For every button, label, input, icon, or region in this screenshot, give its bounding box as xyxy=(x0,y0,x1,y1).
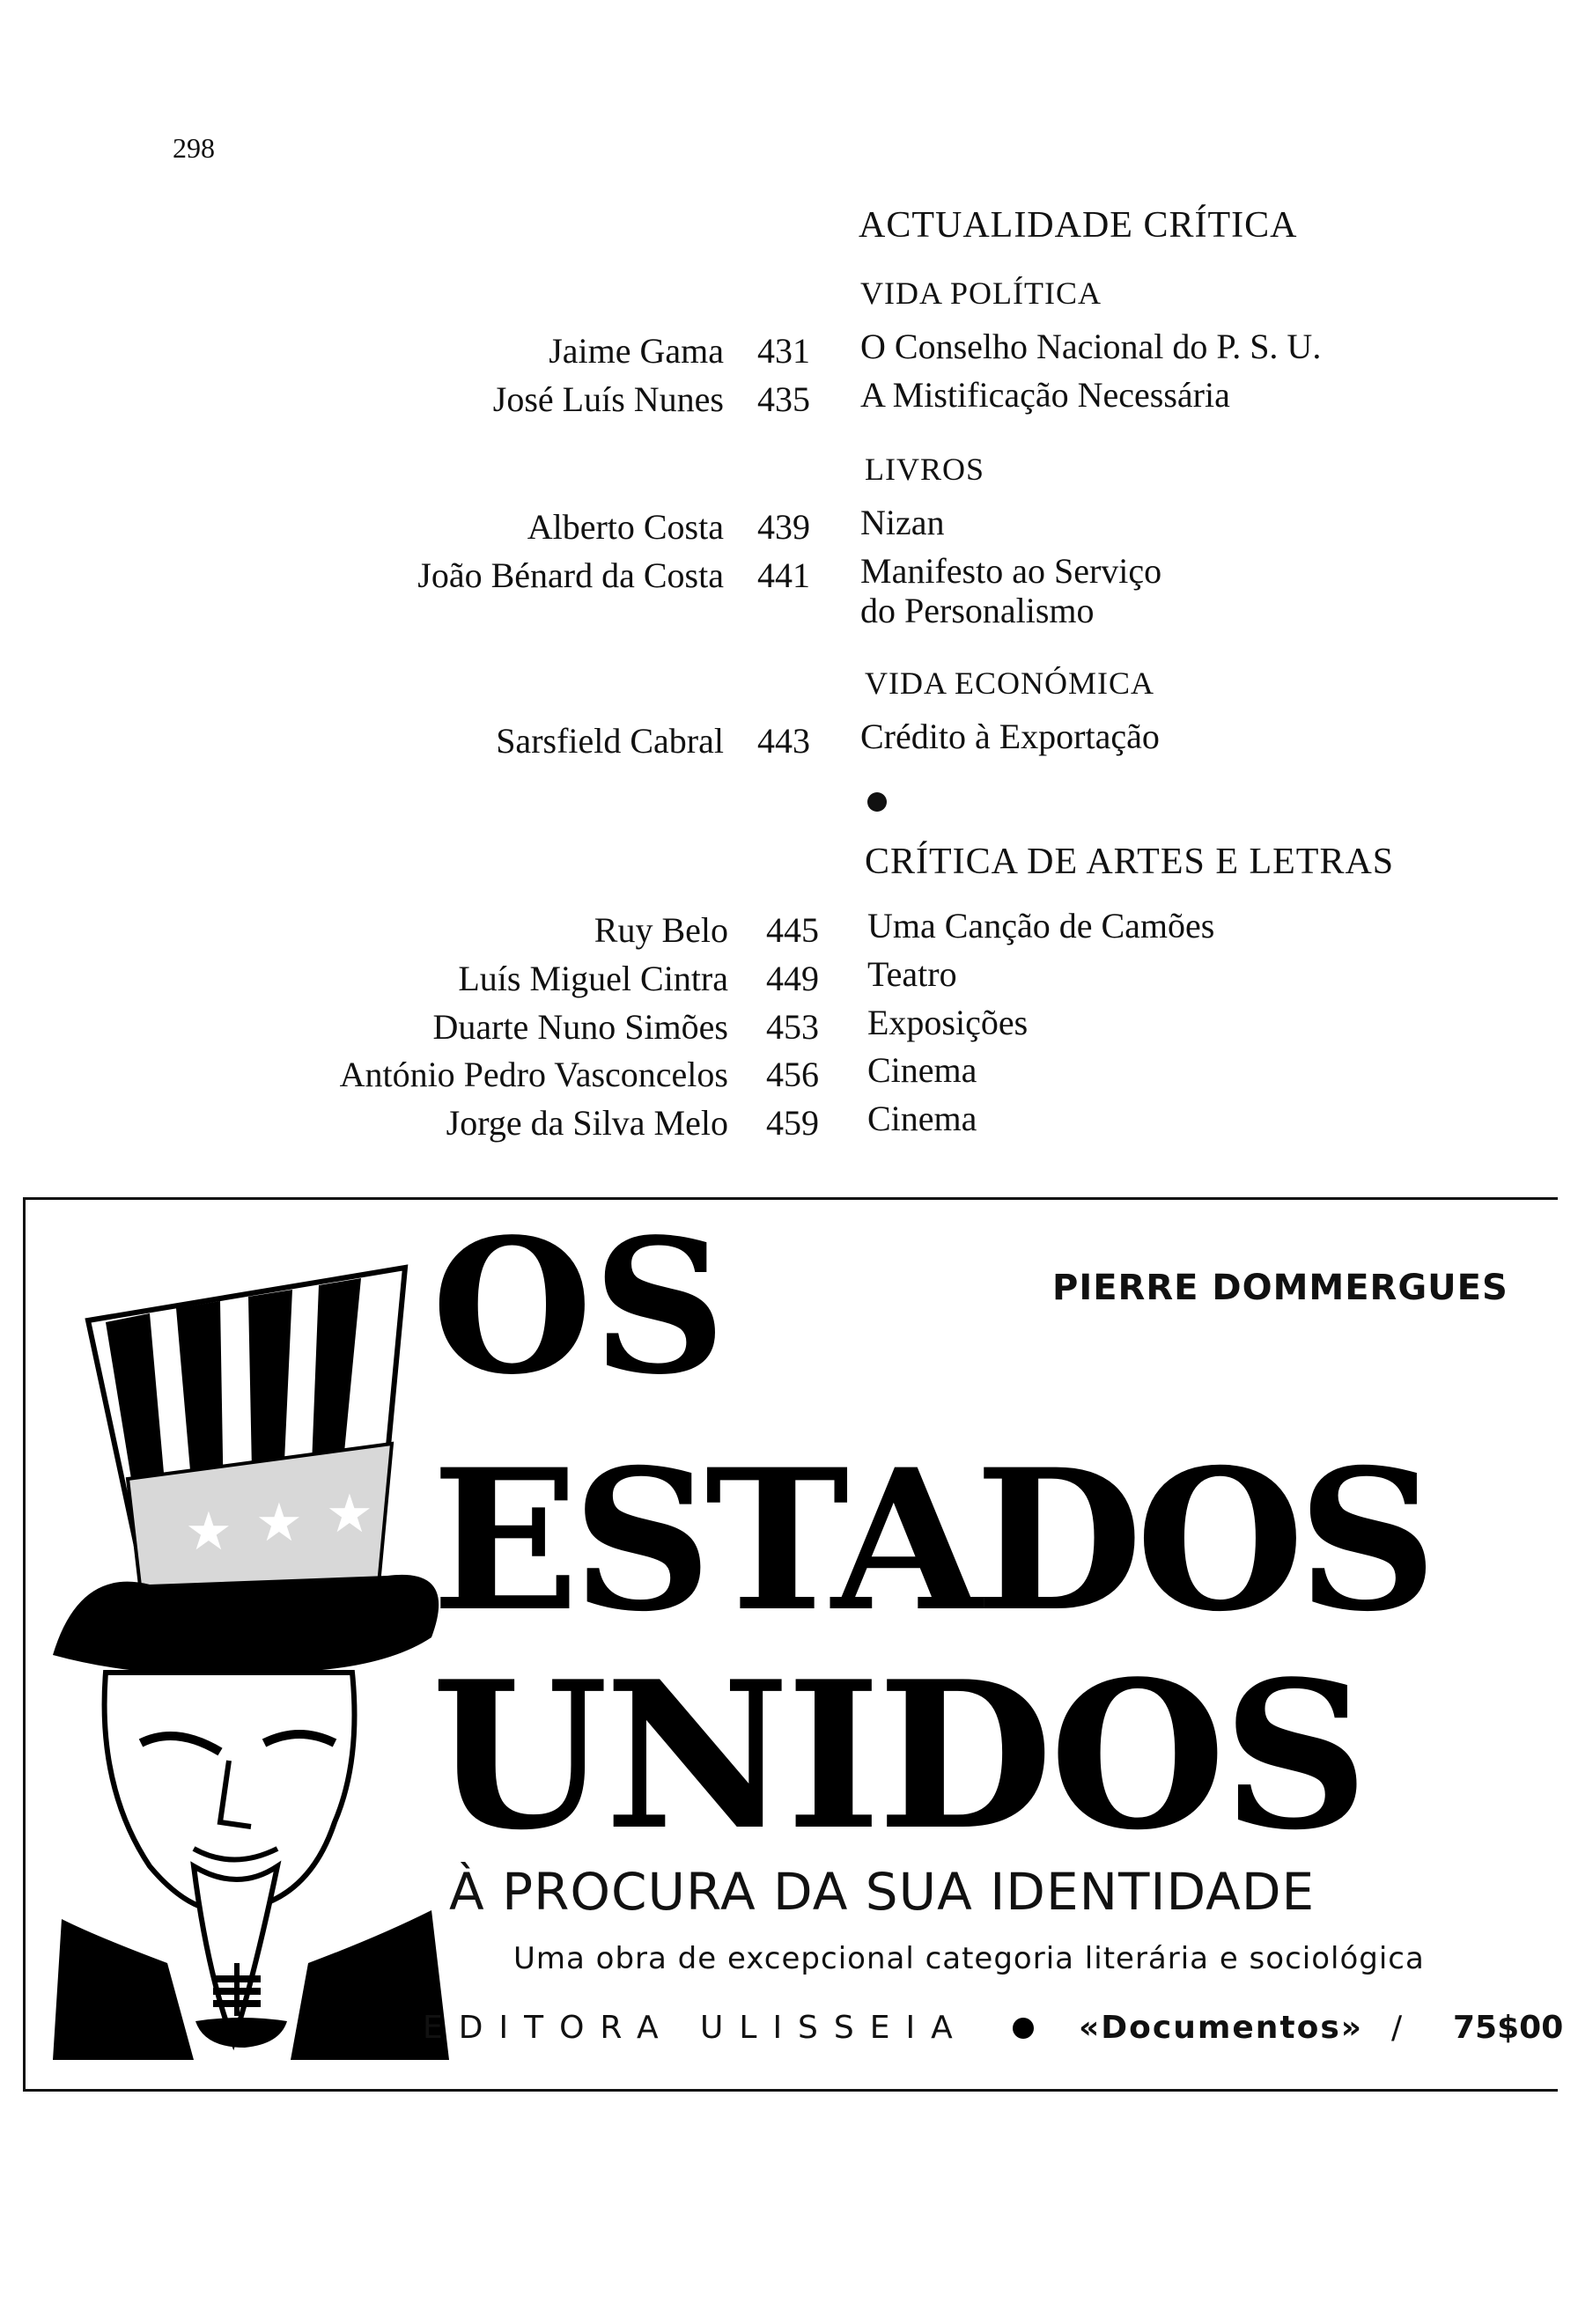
toc-page: 443 xyxy=(757,721,810,761)
toc-title: A Mistificação Necessária xyxy=(860,375,1230,415)
section-heading: VIDA POLÍTICA xyxy=(860,276,1102,311)
toc-page: 449 xyxy=(766,959,819,998)
ad-bullet xyxy=(1013,2018,1034,2039)
toc-author: Duarte Nuno Simões xyxy=(432,1007,728,1047)
ad-description: Uma obra de excepcional categoria literária e sociológica xyxy=(513,1941,1425,1976)
toc-title: Teatro xyxy=(867,954,957,994)
section-heading: CRÍTICA DE ARTES E LETRAS xyxy=(865,842,1395,882)
toc-author: João Bénard da Costa xyxy=(417,555,724,595)
toc-page: 431 xyxy=(757,331,810,371)
toc-page: 453 xyxy=(766,1007,819,1047)
ad-series: «Documentos» xyxy=(1079,2010,1364,2046)
ad-title-estados: ESTADOS xyxy=(431,1426,1431,1654)
toc-page: 445 xyxy=(766,910,819,950)
toc-title: O Conselho Nacional do P. S. U. xyxy=(860,327,1322,366)
ad-slash: / xyxy=(1391,2010,1403,2046)
toc-title: Cinema xyxy=(867,1050,977,1090)
toc-page: 441 xyxy=(757,555,810,595)
toc-title-continuation: do Personalismo xyxy=(860,591,1095,630)
ad-title-unidos: UNIDOS xyxy=(431,1637,1366,1875)
svg-text:★: ★ xyxy=(185,1501,232,1563)
svg-text:★: ★ xyxy=(326,1483,373,1545)
toc-author: Jaime Gama xyxy=(549,331,724,371)
ad-title-os: OS xyxy=(431,1198,726,1416)
toc-title: Uma Canção de Camões xyxy=(867,906,1215,945)
toc-author: José Luís Nunes xyxy=(492,379,724,419)
toc-author: Luís Miguel Cintra xyxy=(458,959,728,998)
ad-subtitle: À PROCURA DA SUA IDENTIDADE xyxy=(449,1862,1316,1922)
section-heading: LIVROS xyxy=(865,452,985,487)
publisher-ship-logo xyxy=(192,1963,291,2051)
toc-page: 439 xyxy=(757,507,810,547)
toc-title: Crédito à Exportação xyxy=(860,717,1160,756)
toc-title: Cinema xyxy=(867,1099,977,1138)
toc-author: Jorge da Silva Melo xyxy=(446,1103,728,1143)
ad-author: PIERRE DOMMERGUES xyxy=(1052,1268,1508,1308)
toc-title: Nizan xyxy=(860,503,945,542)
toc-author: Ruy Belo xyxy=(594,910,728,950)
toc-author: Sarsfield Cabral xyxy=(496,721,724,761)
contents-header: ACTUALIDADE CRÍTICA xyxy=(859,205,1298,246)
bullet-separator xyxy=(867,792,887,812)
toc-title: Manifesto ao Serviço xyxy=(860,551,1162,591)
uncle-sam-illustration xyxy=(44,1215,458,2069)
svg-text:★: ★ xyxy=(255,1492,303,1554)
toc-page: 459 xyxy=(766,1103,819,1143)
toc-page: 435 xyxy=(757,379,810,419)
toc-title: Exposições xyxy=(867,1003,1029,1042)
toc-author: Alberto Costa xyxy=(527,507,724,547)
section-heading: VIDA ECONÓMICA xyxy=(865,666,1154,701)
page-number: 298 xyxy=(173,132,215,164)
toc-page: 456 xyxy=(766,1055,819,1094)
ad-price: 75$00 xyxy=(1453,2010,1564,2046)
ad-publisher: EDITORA ULISSEIA xyxy=(423,2010,969,2046)
toc-author: António Pedro Vasconcelos xyxy=(339,1055,728,1094)
